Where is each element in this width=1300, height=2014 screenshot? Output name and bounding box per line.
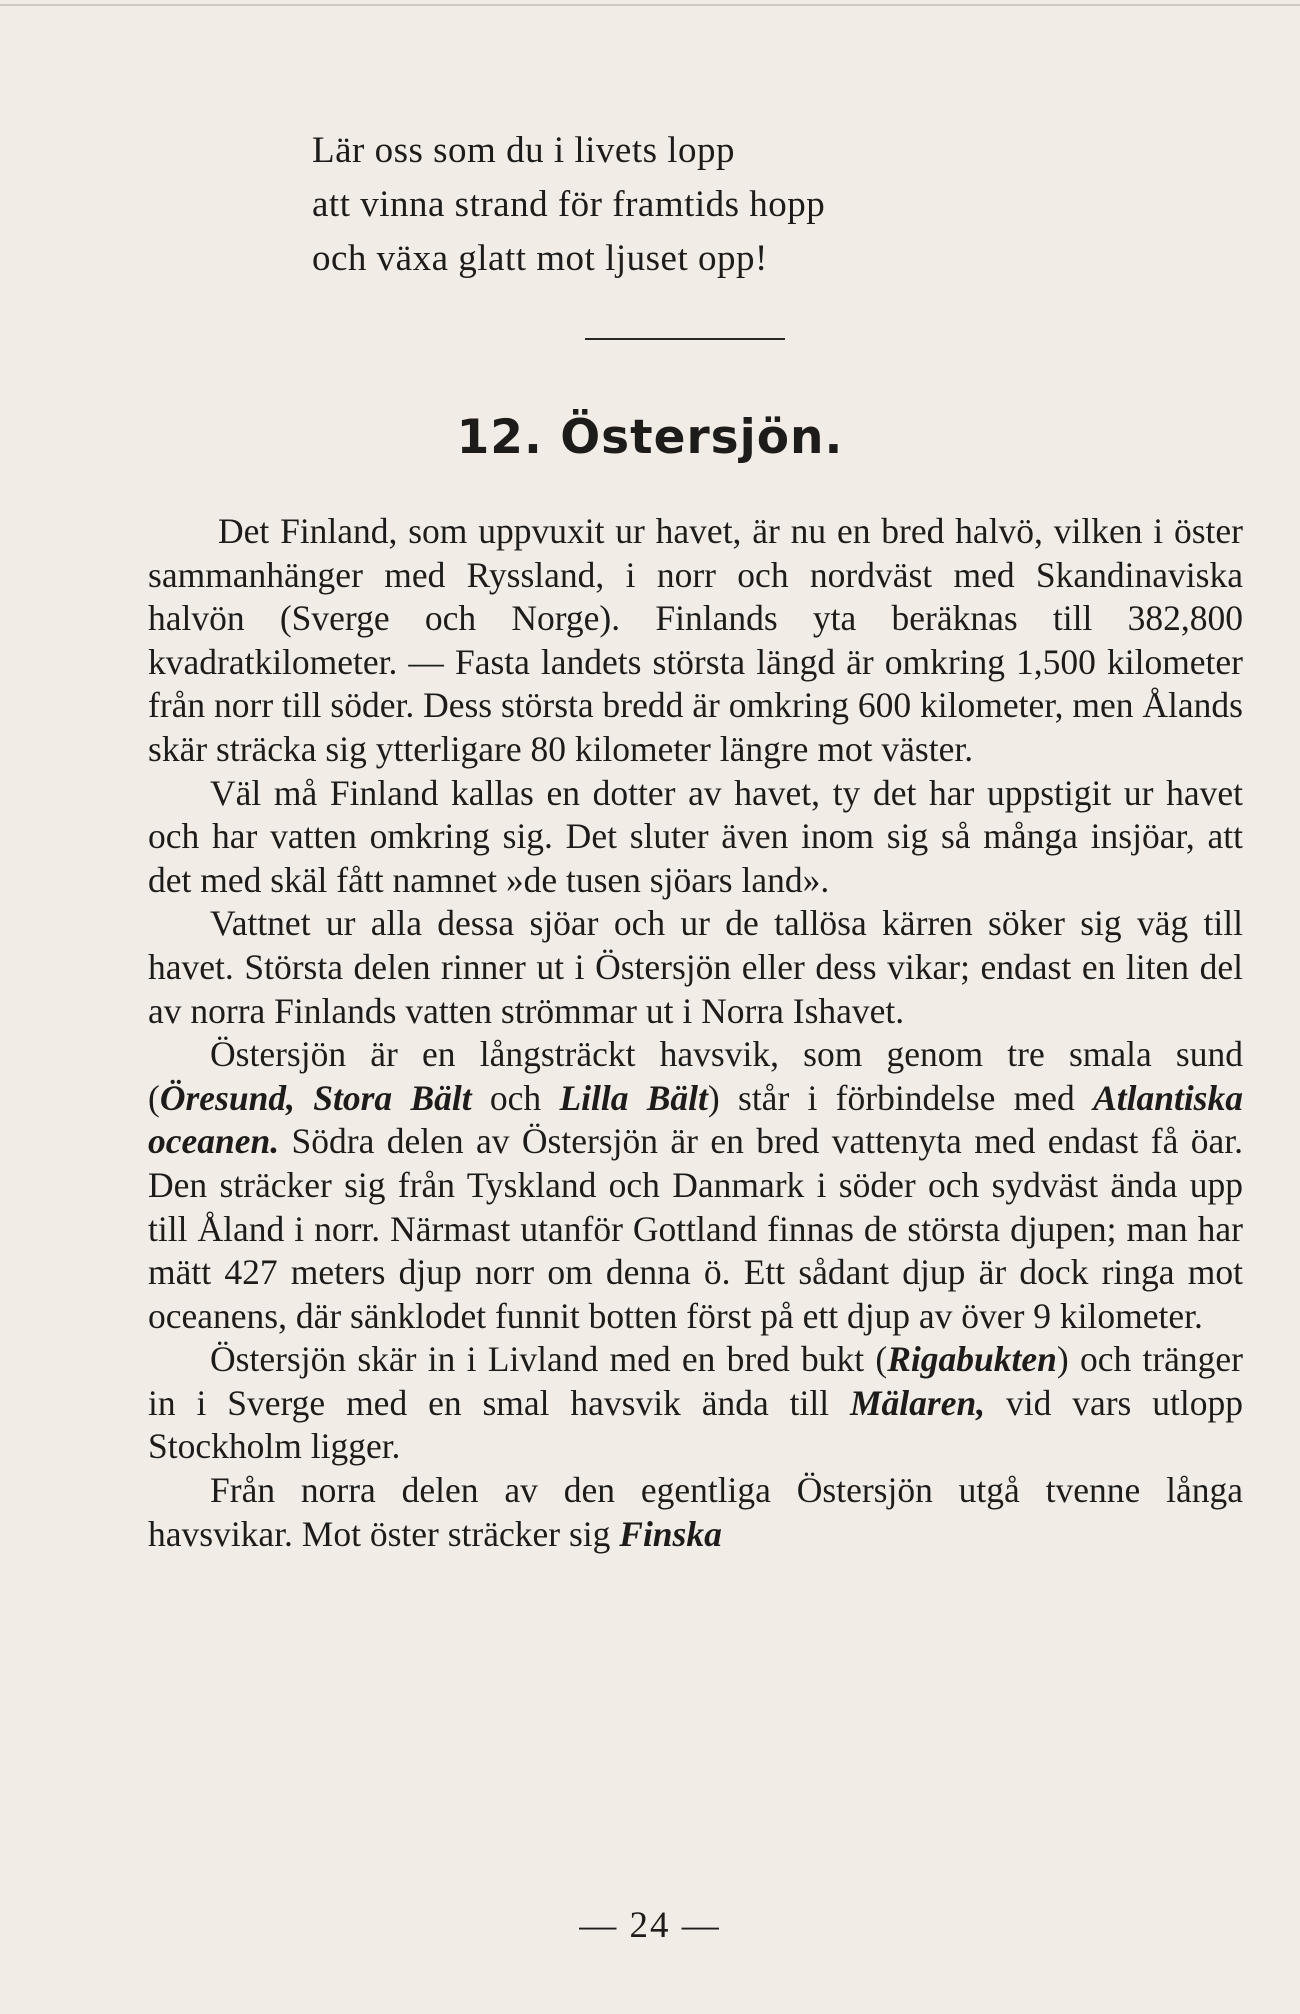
place-name-finska: Finska <box>619 1513 722 1554</box>
poem-line-1: Lär oss som du i livets lopp <box>312 130 736 171</box>
paragraph-4-text-b: och <box>471 1077 560 1118</box>
place-name-atlantiska-oceanen: Atlantiska oceanen. <box>148 1077 1244 1162</box>
chapter-title: 12. Östersjön. <box>456 410 844 465</box>
paragraph-2: Väl må Finland kallas en dotter av havet, ty det har uppstigit ur havet och har vatten omkring sig. Det sluter även inom sig så många insjöar, att det med skäl fått namnet »de tusen sjöars land». <box>148 772 1243 900</box>
paragraph-4-text-c: ) står i förbindelse med <box>707 1077 1094 1118</box>
place-name-lilla-balt: Lilla Bält <box>559 1077 708 1118</box>
paragraph-4 <box>148 1033 1243 1338</box>
paragraph-6-text-a: Från norra delen av den egentliga Östersjön utgå tvenne långa havsvikar. Mot öster sträcker sig <box>148 1470 1243 1554</box>
paragraph-3: Vattnet ur alla dessa sjöar och ur de tallösa kärren söker sig väg till havet. Största delen rinner ut i Östersjön eller dess vikar; endast en liten del av norra Finlands vatten strömmar ut i Norra Ishavet. <box>148 903 1243 1031</box>
paragraph-1: Det Finland, som uppvuxit ur havet, är nu en bred halvö, vilken i öster sammanhänger med Ryssland, i norr och nordväst med Skandinaviska halvön (Sverge och Norge). Finlands yta beräknas till 382,800 kvadratkilometer. — Fasta landets största längd är omkring 1,500 kilometer från norr till söder. Dess största bredd är omkring 600 kilometer, men Ålands skär sträcka sig ytterligare 80 kilometer längre mot väster. <box>148 511 1243 769</box>
poem-line-3: och växa glatt mot ljuset opp! <box>312 238 768 279</box>
paragraph-4-text-a: Östersjön är en långsträckt havsvik, som genom tre smala sund ( <box>148 1034 1243 1118</box>
page-edge-line <box>0 4 1300 6</box>
paragraph-4-text-d: Södra delen av Östersjön är en bred vattenyta med endast få öar. Den sträcker sig från Tyskland och Danmark i söder och sydväst ända upp till Åland i norr. Närmast utanför Gottland finnas de största djupen; man har mätt 427 meters djup norr om denna ö. Ett sådant djup är dock ringa mot oceanens, där sänklodet funnit botten först på ett djup av över 9 kilometer. <box>148 1121 1243 1336</box>
poem-stanza <box>312 124 1012 286</box>
paragraph-5 <box>148 1338 1243 1469</box>
place-name-rigabukten: Rigabukten <box>887 1339 1057 1380</box>
section-divider <box>585 338 785 340</box>
paragraph-6 <box>148 1469 1243 1556</box>
paragraph-5-text-b: ) och tränger in i Sverge med en smal havsvik ända till <box>148 1339 1244 1423</box>
page-number: — 24 — <box>579 1905 721 1946</box>
body-text <box>148 510 1243 1556</box>
place-name-oresund-stora-balt: Öresund, Stora Bält <box>159 1077 472 1118</box>
poem-line-2: att vinna strand för framtids hopp <box>312 184 826 225</box>
place-name-malaren: Mälaren, <box>849 1382 986 1423</box>
paragraph-5-text-a: Östersjön skär in i Livland med en bred bukt ( <box>210 1339 888 1380</box>
paragraph-5-text-c: vid vars utlopp Stockholm ligger. <box>148 1382 1243 1467</box>
